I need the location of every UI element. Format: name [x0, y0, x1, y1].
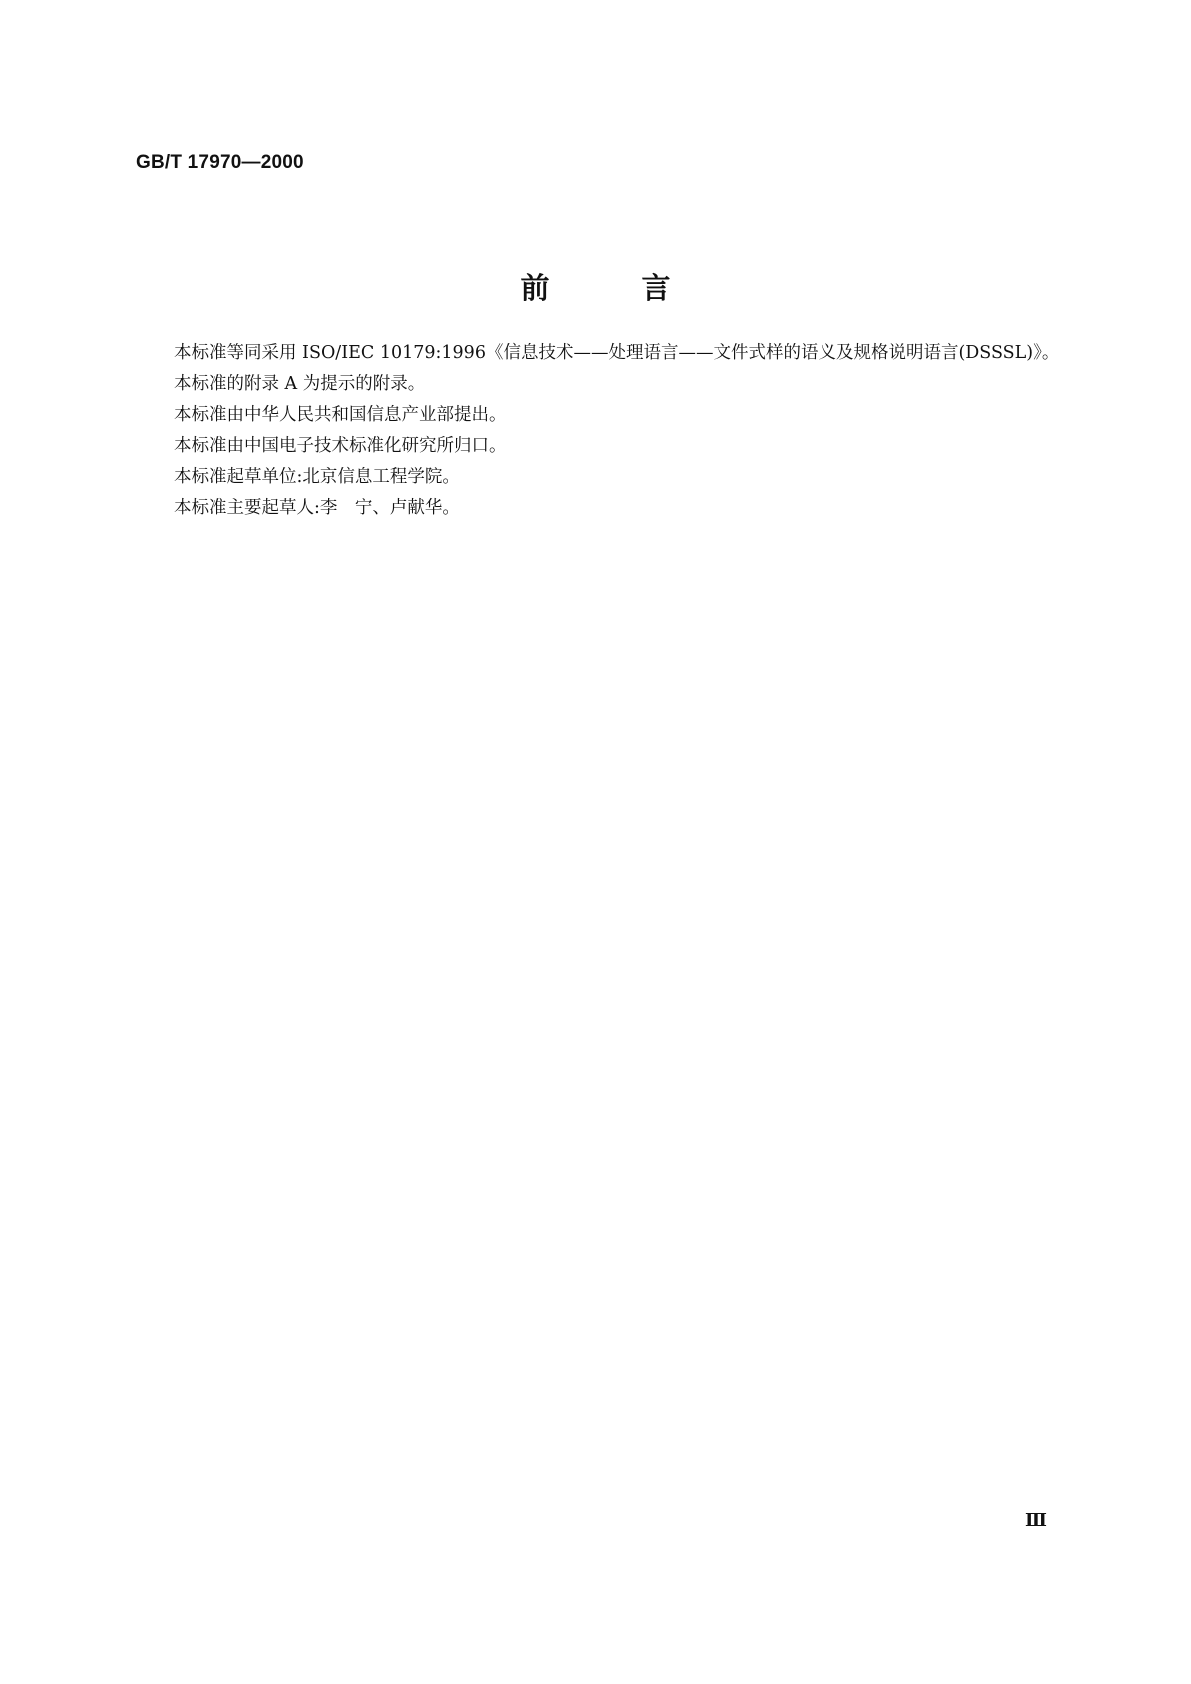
paragraph-appendix: 本标准的附录 A 为提示的附录。: [174, 374, 426, 394]
page-title: [0, 270, 1191, 306]
paragraph-drafting-unit: 本标准起草单位:北京信息工程学院。: [174, 467, 460, 487]
title-char-2: 言: [641, 271, 671, 305]
standard-number: GB/T 17970—2000: [136, 152, 304, 173]
title-char-1: 前: [520, 271, 550, 305]
paragraph-administrator: 本标准由中国电子技术标准化研究所归口。: [174, 436, 507, 456]
paragraph-drafters: 本标准主要起草人:李 宁、卢献华。: [174, 498, 460, 518]
page-number: Ⅲ: [1025, 1510, 1047, 1530]
paragraph-adoption: 本标准等同采用 ISO/IEC 10179:1996《信息技术——处理语言——文件式样的语义及规格说明语言(DSSSL)》。: [174, 343, 1060, 363]
paragraph-proposer: 本标准由中华人民共和国信息产业部提出。: [174, 405, 507, 425]
foreword-body: [136, 338, 1060, 524]
